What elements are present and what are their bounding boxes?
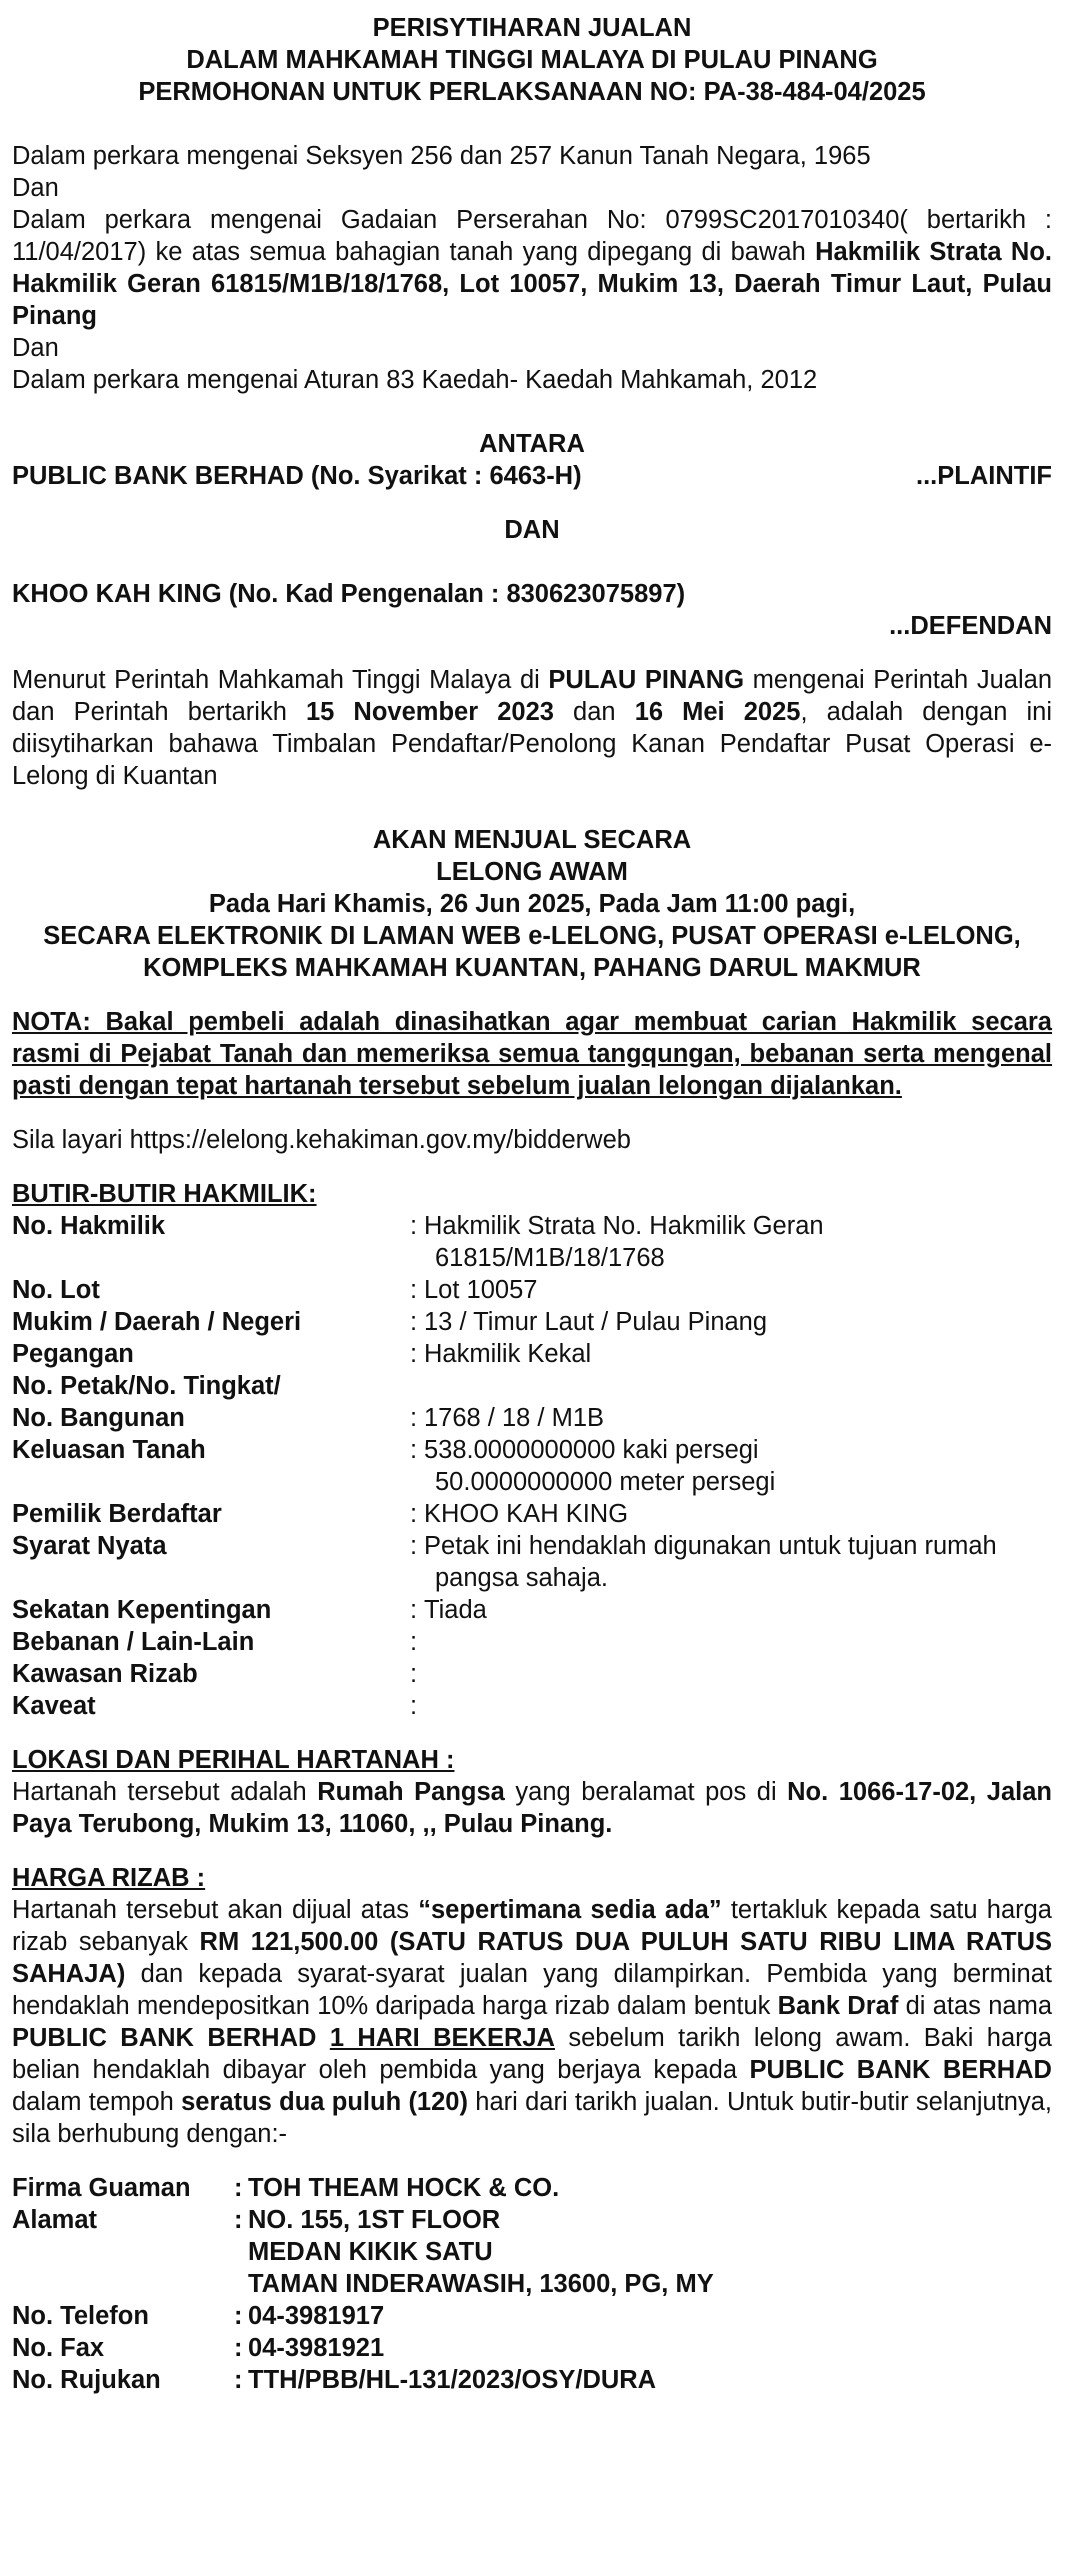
details-value-line: Lot 10057 <box>424 1276 538 1304</box>
details-row <box>12 1370 1052 1402</box>
details-value <box>424 1658 1052 1690</box>
header <box>12 12 1052 108</box>
reserve-text-1: Hartanah tersebut akan dijual atas <box>12 1896 419 1924</box>
reserve-paragraph <box>12 1894 1052 2150</box>
details-value-line: Hakmilik Strata No. Hakmilik Geran <box>424 1212 824 1240</box>
contact-colon: : <box>234 2366 243 2394</box>
details-value <box>424 1274 1052 1306</box>
details-row <box>12 1594 1052 1626</box>
details-row <box>12 1690 1052 1722</box>
details-label: Syarat Nyata <box>12 1532 167 1560</box>
matter-1: Dalam perkara mengenai Seksyen 256 dan 257 Kanun Tanah Negara, 1965 <box>12 142 871 170</box>
contact-colon: : <box>234 2334 243 2362</box>
contact-address-label: Alamat <box>12 2206 98 2234</box>
details-colon: : <box>410 1276 418 1304</box>
contact-reference-value: TTH/PBB/HL-131/2023/OSY/DURA <box>248 2366 657 2394</box>
application-number: PERMOHONAN UNTUK PERLAKSANAAN NO: PA-38-484-04/2025 <box>138 78 926 106</box>
website-line: Sila layari https://elelong.kehakiman.gov.my/bidderweb <box>12 1126 631 1154</box>
details-value <box>424 1338 1052 1370</box>
details-row <box>12 1498 1052 1530</box>
contact-table <box>12 2172 714 2396</box>
details-value <box>424 1498 1052 1530</box>
contact-colon: : <box>234 2174 243 2202</box>
details-colon: : <box>410 1212 418 1240</box>
address-line-2: MEDAN KIKIK SATU <box>248 2238 493 2266</box>
details-value <box>424 1370 1052 1402</box>
reserve-as-is: “sepertimana sedia ada” <box>418 1896 722 1924</box>
order-text-4: , adalah dengan ini diisytiharkan bahawa Timbalan Pendaftar/Penolong Kanan Pendaftar Pusat Operasi e-Lelong di Kuantan <box>12 698 1052 790</box>
contact-address-value <box>248 2204 714 2300</box>
details-row <box>12 1434 1052 1498</box>
details-row <box>12 1338 1052 1370</box>
details-colon: : <box>410 1596 418 1624</box>
matter-dan-1: Dan <box>12 174 59 202</box>
details-colon <box>410 1370 424 1402</box>
contact-fax-label: No. Fax <box>12 2334 105 2362</box>
details-heading: BUTIR-BUTIR HAKMILIK: <box>12 1180 317 1208</box>
details-row <box>12 1658 1052 1690</box>
order-state: PULAU PINANG <box>548 666 745 694</box>
auction-block <box>12 824 1052 984</box>
order-text-3: dan <box>553 698 635 726</box>
details-value <box>424 1690 1052 1722</box>
address-line-3: TAMAN INDERAWASIH, 13600, PG, MY <box>248 2270 714 2298</box>
details-colon: : <box>410 1500 418 1528</box>
details-label: No. Hakmilik <box>12 1212 166 1240</box>
details-label: Pegangan <box>12 1340 134 1368</box>
details-value <box>424 1530 1052 1594</box>
reserve-text-8: hari dari tarikh jualan. Untuk butir-butir selanjutnya, sila berhubung dengan:- <box>12 2088 1053 2148</box>
antara-label: ANTARA <box>479 430 585 458</box>
details-label: Keluasan Tanah <box>12 1436 206 1464</box>
details-value-line: Tiada <box>424 1596 487 1624</box>
contact-colon: : <box>234 2302 243 2330</box>
reserve-bank-draft: Bank Draf <box>777 1992 899 2020</box>
matters <box>12 140 1052 396</box>
plaintiff-role: ...PLAINTIF <box>916 462 1052 490</box>
details-colon: : <box>410 1436 418 1464</box>
details-label: No. Petak/No. Tingkat/ <box>12 1372 281 1400</box>
order-date-1: 15 November 2023 <box>305 698 554 726</box>
details-row <box>12 1626 1052 1658</box>
reserve-text-2: tertakluk kepada satu harga rizab sebanyak <box>12 1896 1052 1956</box>
details-colon: : <box>410 1628 418 1656</box>
contact-colon: : <box>234 2206 243 2234</box>
reserve-text-6: sebelum tarikh lelong awam. Baki harga belian hendaklah dibayar oleh pembida yang berjaya kepada <box>12 2024 1052 2084</box>
auction-line-1: AKAN MENJUAL SECARA <box>372 826 692 854</box>
reserve-text-7: dalam tempoh <box>12 2088 182 2116</box>
defendant-name: KHOO KAH KING (No. Kad Pengenalan : 830623075897) <box>12 580 686 608</box>
location-text-2: yang beralamat pos di <box>504 1778 788 1806</box>
nota: NOTA: Bakal pembeli adalah dinasihatkan agar membuat carian Hakmilik secara rasmi di Pejabat Tanah dan memeriksa semua tangqungan, bebanan serta mengenal pasti dengan tepat hartanah tersebut sebelum jualan lelongan dijalankan. <box>12 1008 1052 1100</box>
plaintiff-name: PUBLIC BANK BERHAD (No. Syarikat : 6463-H) <box>12 462 582 490</box>
sale-proclamation <box>12 12 1052 2396</box>
details-label: Sekatan Kepentingan <box>12 1596 272 1624</box>
contact-fax-value: 04-3981921 <box>248 2334 385 2362</box>
order-date-2: 16 Mei 2025 <box>634 698 801 726</box>
details-value-line-2: 61815/M1B/18/1768 <box>435 1244 665 1272</box>
location-paragraph <box>12 1776 1052 1840</box>
address-line-1: NO. 155, 1ST FLOOR <box>248 2206 501 2234</box>
reserve-text-3: dan kepada syarat-syarat jualan yang dilampirkan. Pembida yang berminat hendaklah mendepositkan 10% daripada harga rizab dalam bentuk <box>12 1960 1052 2020</box>
details-colon: : <box>410 1308 418 1336</box>
details-colon: : <box>410 1404 418 1432</box>
details-value-line: KHOO KAH KING <box>424 1500 629 1528</box>
reserve-payee-2: PUBLIC BANK BERHAD <box>749 2056 1052 2084</box>
contact-fax-row <box>12 2332 714 2364</box>
details-value <box>424 1402 1052 1434</box>
reserve-text-5 <box>316 2024 329 2052</box>
reserve-price: RM 121,500.00 (SATU RATUS DUA PULUH SATU RIBU LIMA RATUS SAHAJA) <box>12 1928 1052 1988</box>
details-table <box>12 1210 1052 1722</box>
details-value-line: Petak ini hendaklah digunakan untuk tujuan rumah <box>424 1532 997 1560</box>
details-value-line-2: pangsa sahaja. <box>435 1564 608 1592</box>
details-value <box>424 1594 1052 1626</box>
contact-firm-value: TOH THEAM HOCK & CO. <box>248 2174 560 2202</box>
location-heading: LOKASI DAN PERIHAL HARTANAH : <box>12 1746 455 1774</box>
matter-dan-2: Dan <box>12 334 59 362</box>
details-value-line: Hakmilik Kekal <box>424 1340 592 1368</box>
details-value-line: 538.0000000000 kaki persegi <box>424 1436 759 1464</box>
court-name: DALAM MAHKAMAH TINGGI MALAYA DI PULAU PINANG <box>186 46 878 74</box>
details-value-line: 1768 / 18 / M1B <box>424 1404 605 1432</box>
contact-phone-value: 04-3981917 <box>248 2302 385 2330</box>
details-value-line-2: 50.0000000000 meter persegi <box>435 1468 776 1496</box>
details-colon: : <box>410 1340 418 1368</box>
property-type: Rumah Pangsa <box>317 1778 505 1806</box>
details-label: Pemilik Berdaftar <box>12 1500 222 1528</box>
details-row <box>12 1402 1052 1434</box>
order-text-2: mengenai Perintah Jualan dan Perintah bertarikh <box>12 666 1052 726</box>
matter-2-title: Hakmilik Strata No. Hakmilik Geran 61815/M1B/18/1768, Lot 10057, Mukim 13, Daerah Timur Laut, Pulau Pinang <box>12 238 1052 330</box>
reserve-payee: PUBLIC BANK BERHAD <box>12 2024 317 2052</box>
reserve-days: seratus dua puluh (120) <box>181 2088 468 2116</box>
details-row <box>12 1210 1052 1274</box>
property-address: No. 1066-17-02, Jalan Paya Terubong, Mukim 13, 11060, ,, Pulau Pinang. <box>12 1778 1052 1838</box>
details-label: Bebanan / Lain-Lain <box>12 1628 255 1656</box>
details-colon: : <box>410 1692 418 1720</box>
matter-2 <box>12 204 1052 332</box>
reserve-text-4: di atas nama <box>898 1992 1053 2020</box>
plaintiff-row <box>12 460 1052 492</box>
auction-venue-1: SECARA ELEKTRONIK DI LAMAN WEB e-LELONG, PUSAT OPERASI e-LELONG, <box>43 922 1021 950</box>
details-label: Kaveat <box>12 1692 96 1720</box>
details-label: No. Bangunan <box>12 1404 185 1432</box>
dan-label: DAN <box>504 516 560 544</box>
reserve-heading: HARGA RIZAB : <box>12 1864 206 1892</box>
details-colon: : <box>410 1660 418 1688</box>
defendant-role: ...DEFENDAN <box>889 612 1052 640</box>
location-text-1: Hartanah tersebut adalah <box>12 1778 318 1806</box>
auction-date: Pada Hari Khamis, 26 Jun 2025, Pada Jam 11:00 pagi, <box>208 890 856 918</box>
details-label: No. Lot <box>12 1276 100 1304</box>
details-row <box>12 1274 1052 1306</box>
contact-firm-row <box>12 2172 714 2204</box>
reserve-working-day: 1 HARI BEKERJA <box>329 2024 555 2052</box>
matter-2-text: Dalam perkara mengenai Gadaian Perserahan No: 0799SC2017010340( bertarikh : 11/04/2017) ke atas semua bahagian tanah yang dipegang di bawah <box>12 206 1052 266</box>
details-value <box>424 1210 1052 1274</box>
contact-phone-row <box>12 2300 714 2332</box>
details-value <box>424 1306 1052 1338</box>
auction-venue-2: KOMPLEKS MAHKAMAH KUANTAN, PAHANG DARUL MAKMUR <box>143 954 921 982</box>
auction-line-2: LELONG AWAM <box>436 858 628 886</box>
details-value <box>424 1626 1052 1658</box>
details-label: Mukim / Daerah / Negeri <box>12 1308 302 1336</box>
details-row <box>12 1530 1052 1594</box>
contact-firm-label: Firma Guaman <box>12 2174 191 2202</box>
details-label: Kawasan Rizab <box>12 1660 198 1688</box>
contact-reference-label: No. Rujukan <box>12 2366 161 2394</box>
order-text-1: Menurut Perintah Mahkamah Tinggi Malaya di <box>12 666 549 694</box>
order-paragraph <box>12 664 1052 792</box>
details-colon: : <box>410 1532 418 1560</box>
details-row <box>12 1306 1052 1338</box>
matter-3: Dalam perkara mengenai Aturan 83 Kaedah- Kaedah Mahkamah, 2012 <box>12 366 818 394</box>
contact-phone-label: No. Telefon <box>12 2302 149 2330</box>
contact-reference-row <box>12 2364 714 2396</box>
details-value <box>424 1434 1052 1498</box>
header-title: PERISYTIHARAN JUALAN <box>372 14 692 42</box>
details-value-line: 13 / Timur Laut / Pulau Pinang <box>424 1308 768 1336</box>
contact-address-row <box>12 2204 714 2300</box>
